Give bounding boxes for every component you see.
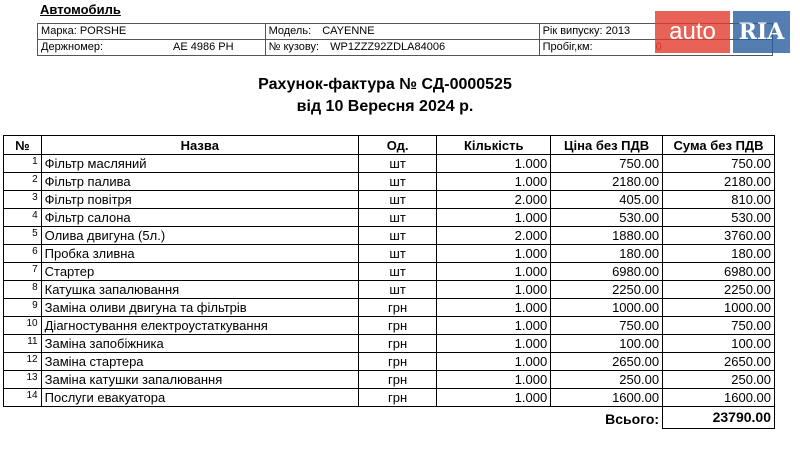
- table-row: [4, 155, 775, 173]
- table-row: [4, 335, 775, 353]
- item-price: 1880.00: [551, 227, 663, 245]
- item-name: Заміна стартера: [41, 353, 358, 371]
- table-row: [4, 245, 775, 263]
- table-row: [4, 389, 775, 407]
- row-number: 14: [4, 389, 42, 407]
- item-price: 405.00: [551, 191, 663, 209]
- header-sum: Сума без ПДВ: [663, 136, 775, 155]
- table-row: [4, 191, 775, 209]
- row-number: 1: [4, 155, 42, 173]
- table-row: [4, 371, 775, 389]
- make-value: PORSHE: [79, 25, 127, 37]
- invoice-items-table: [3, 135, 775, 429]
- table-row: [4, 317, 775, 335]
- item-name: Пробка зливна: [41, 245, 358, 263]
- watermark-ria: RIA: [733, 11, 790, 53]
- vin-cell: № кузову: WP1ZZZ92ZDLA84006: [265, 40, 539, 56]
- item-price: 6980.00: [551, 263, 663, 281]
- item-quantity: 1.000: [437, 317, 551, 335]
- table-row: [4, 353, 775, 371]
- invoice-date: від 10 Вересня 2024 р.: [296, 98, 474, 115]
- row-number: 2: [4, 173, 42, 191]
- item-sum: 810.00: [663, 191, 775, 209]
- row-number: 6: [4, 245, 42, 263]
- item-unit: грн: [358, 353, 436, 371]
- header-quantity: Кількість: [437, 136, 551, 155]
- item-quantity: 1.000: [437, 371, 551, 389]
- item-price: 1000.00: [551, 299, 663, 317]
- item-name: Фільтр повітря: [41, 191, 358, 209]
- item-price: 250.00: [551, 371, 663, 389]
- item-quantity: 1.000: [437, 209, 551, 227]
- item-quantity: 1.000: [437, 281, 551, 299]
- item-price: 750.00: [551, 317, 663, 335]
- row-number: 4: [4, 209, 42, 227]
- make-cell: Марка: PORSHE: [38, 24, 266, 40]
- car-section-title: Автомобиль: [40, 2, 121, 17]
- item-price: 2250.00: [551, 281, 663, 299]
- item-name: Заміна оливи двигуна та фільтрів: [41, 299, 358, 317]
- year-cell: Рік випуску: 2013: [539, 24, 772, 40]
- table-row: [4, 263, 775, 281]
- item-unit: шт: [358, 263, 436, 281]
- table-row: [4, 281, 775, 299]
- table-header-row: [4, 136, 775, 155]
- item-quantity: 1.000: [437, 173, 551, 191]
- table-row: [4, 209, 775, 227]
- item-sum: 750.00: [663, 155, 775, 173]
- year-value: 2013: [605, 25, 631, 37]
- item-name: Заміна запобіжника: [41, 335, 358, 353]
- invoice-heading: [200, 74, 570, 118]
- item-price: 2180.00: [551, 173, 663, 191]
- item-sum: 180.00: [663, 245, 775, 263]
- row-number: 5: [4, 227, 42, 245]
- row-number: 12: [4, 353, 42, 371]
- item-quantity: 1.000: [437, 155, 551, 173]
- item-price: 100.00: [551, 335, 663, 353]
- item-price: 530.00: [551, 209, 663, 227]
- row-number: 3: [4, 191, 42, 209]
- item-name: Фільтр салона: [41, 209, 358, 227]
- header-unit: Од.: [358, 136, 436, 155]
- item-sum: 250.00: [663, 371, 775, 389]
- item-quantity: 1.000: [437, 389, 551, 407]
- item-unit: шт: [358, 209, 436, 227]
- table-row: [4, 173, 775, 191]
- item-sum: 1600.00: [663, 389, 775, 407]
- model-value: CAYENNE: [322, 25, 375, 37]
- item-quantity: 1.000: [437, 335, 551, 353]
- item-quantity: 1.000: [437, 245, 551, 263]
- item-name: Заміна катушки запалювання: [41, 371, 358, 389]
- item-unit: шт: [358, 227, 436, 245]
- item-unit: грн: [358, 389, 436, 407]
- item-quantity: 2.000: [437, 227, 551, 245]
- item-unit: грн: [358, 371, 436, 389]
- item-name: Стартер: [41, 263, 358, 281]
- total-value: 23790.00: [663, 407, 775, 429]
- item-unit: грн: [358, 335, 436, 353]
- row-number: 9: [4, 299, 42, 317]
- table-row: [4, 299, 775, 317]
- invoice-title: Рахунок-фактура № СД-0000525: [258, 76, 512, 93]
- mileage-cell: Пробіг,км:: [539, 40, 772, 56]
- total-label: Всього:: [605, 411, 660, 427]
- item-price: 180.00: [551, 245, 663, 263]
- model-cell: Модель: CAYENNE: [265, 24, 539, 40]
- item-name: Послуги евакуатора: [41, 389, 358, 407]
- item-sum: 750.00: [663, 317, 775, 335]
- item-name: Діагностування електроустаткування: [41, 317, 358, 335]
- item-unit: шт: [358, 173, 436, 191]
- item-unit: шт: [358, 245, 436, 263]
- plate-value: AE 4986 PH: [173, 41, 234, 53]
- item-sum: 2250.00: [663, 281, 775, 299]
- item-sum: 6980.00: [663, 263, 775, 281]
- item-name: Фільтр масляний: [41, 155, 358, 173]
- item-sum: 3760.00: [663, 227, 775, 245]
- item-quantity: 1.000: [437, 263, 551, 281]
- watermark-auto: auto: [655, 11, 730, 53]
- item-quantity: 1.000: [437, 353, 551, 371]
- table-row: [4, 227, 775, 245]
- row-number: 10: [4, 317, 42, 335]
- header-name: Назва: [41, 136, 358, 155]
- item-sum: 2180.00: [663, 173, 775, 191]
- item-unit: шт: [358, 191, 436, 209]
- item-price: 1600.00: [551, 389, 663, 407]
- header-price: Ціна без ПДВ: [551, 136, 663, 155]
- item-quantity: 1.000: [437, 299, 551, 317]
- autoria-watermark-logo: [655, 11, 790, 53]
- item-unit: шт: [358, 155, 436, 173]
- item-sum: 100.00: [663, 335, 775, 353]
- item-name: Олива двигуна (5л.): [41, 227, 358, 245]
- row-number: 11: [4, 335, 42, 353]
- vin-value: WP1ZZZ92ZDLA84006: [330, 41, 446, 53]
- item-sum: 2650.00: [663, 353, 775, 371]
- total-row: [4, 407, 775, 429]
- row-number: 8: [4, 281, 42, 299]
- item-unit: грн: [358, 317, 436, 335]
- item-unit: шт: [358, 281, 436, 299]
- row-number: 13: [4, 371, 42, 389]
- plate-cell: Держномер: AE 4986 PH: [38, 40, 266, 56]
- row-number: 7: [4, 263, 42, 281]
- header-number: №: [4, 136, 42, 155]
- item-sum: 530.00: [663, 209, 775, 227]
- item-unit: грн: [358, 299, 436, 317]
- item-name: Фільтр палива: [41, 173, 358, 191]
- item-quantity: 2.000: [437, 191, 551, 209]
- item-price: 750.00: [551, 155, 663, 173]
- item-name: Катушка запалювання: [41, 281, 358, 299]
- item-sum: 1000.00: [663, 299, 775, 317]
- item-price: 2650.00: [551, 353, 663, 371]
